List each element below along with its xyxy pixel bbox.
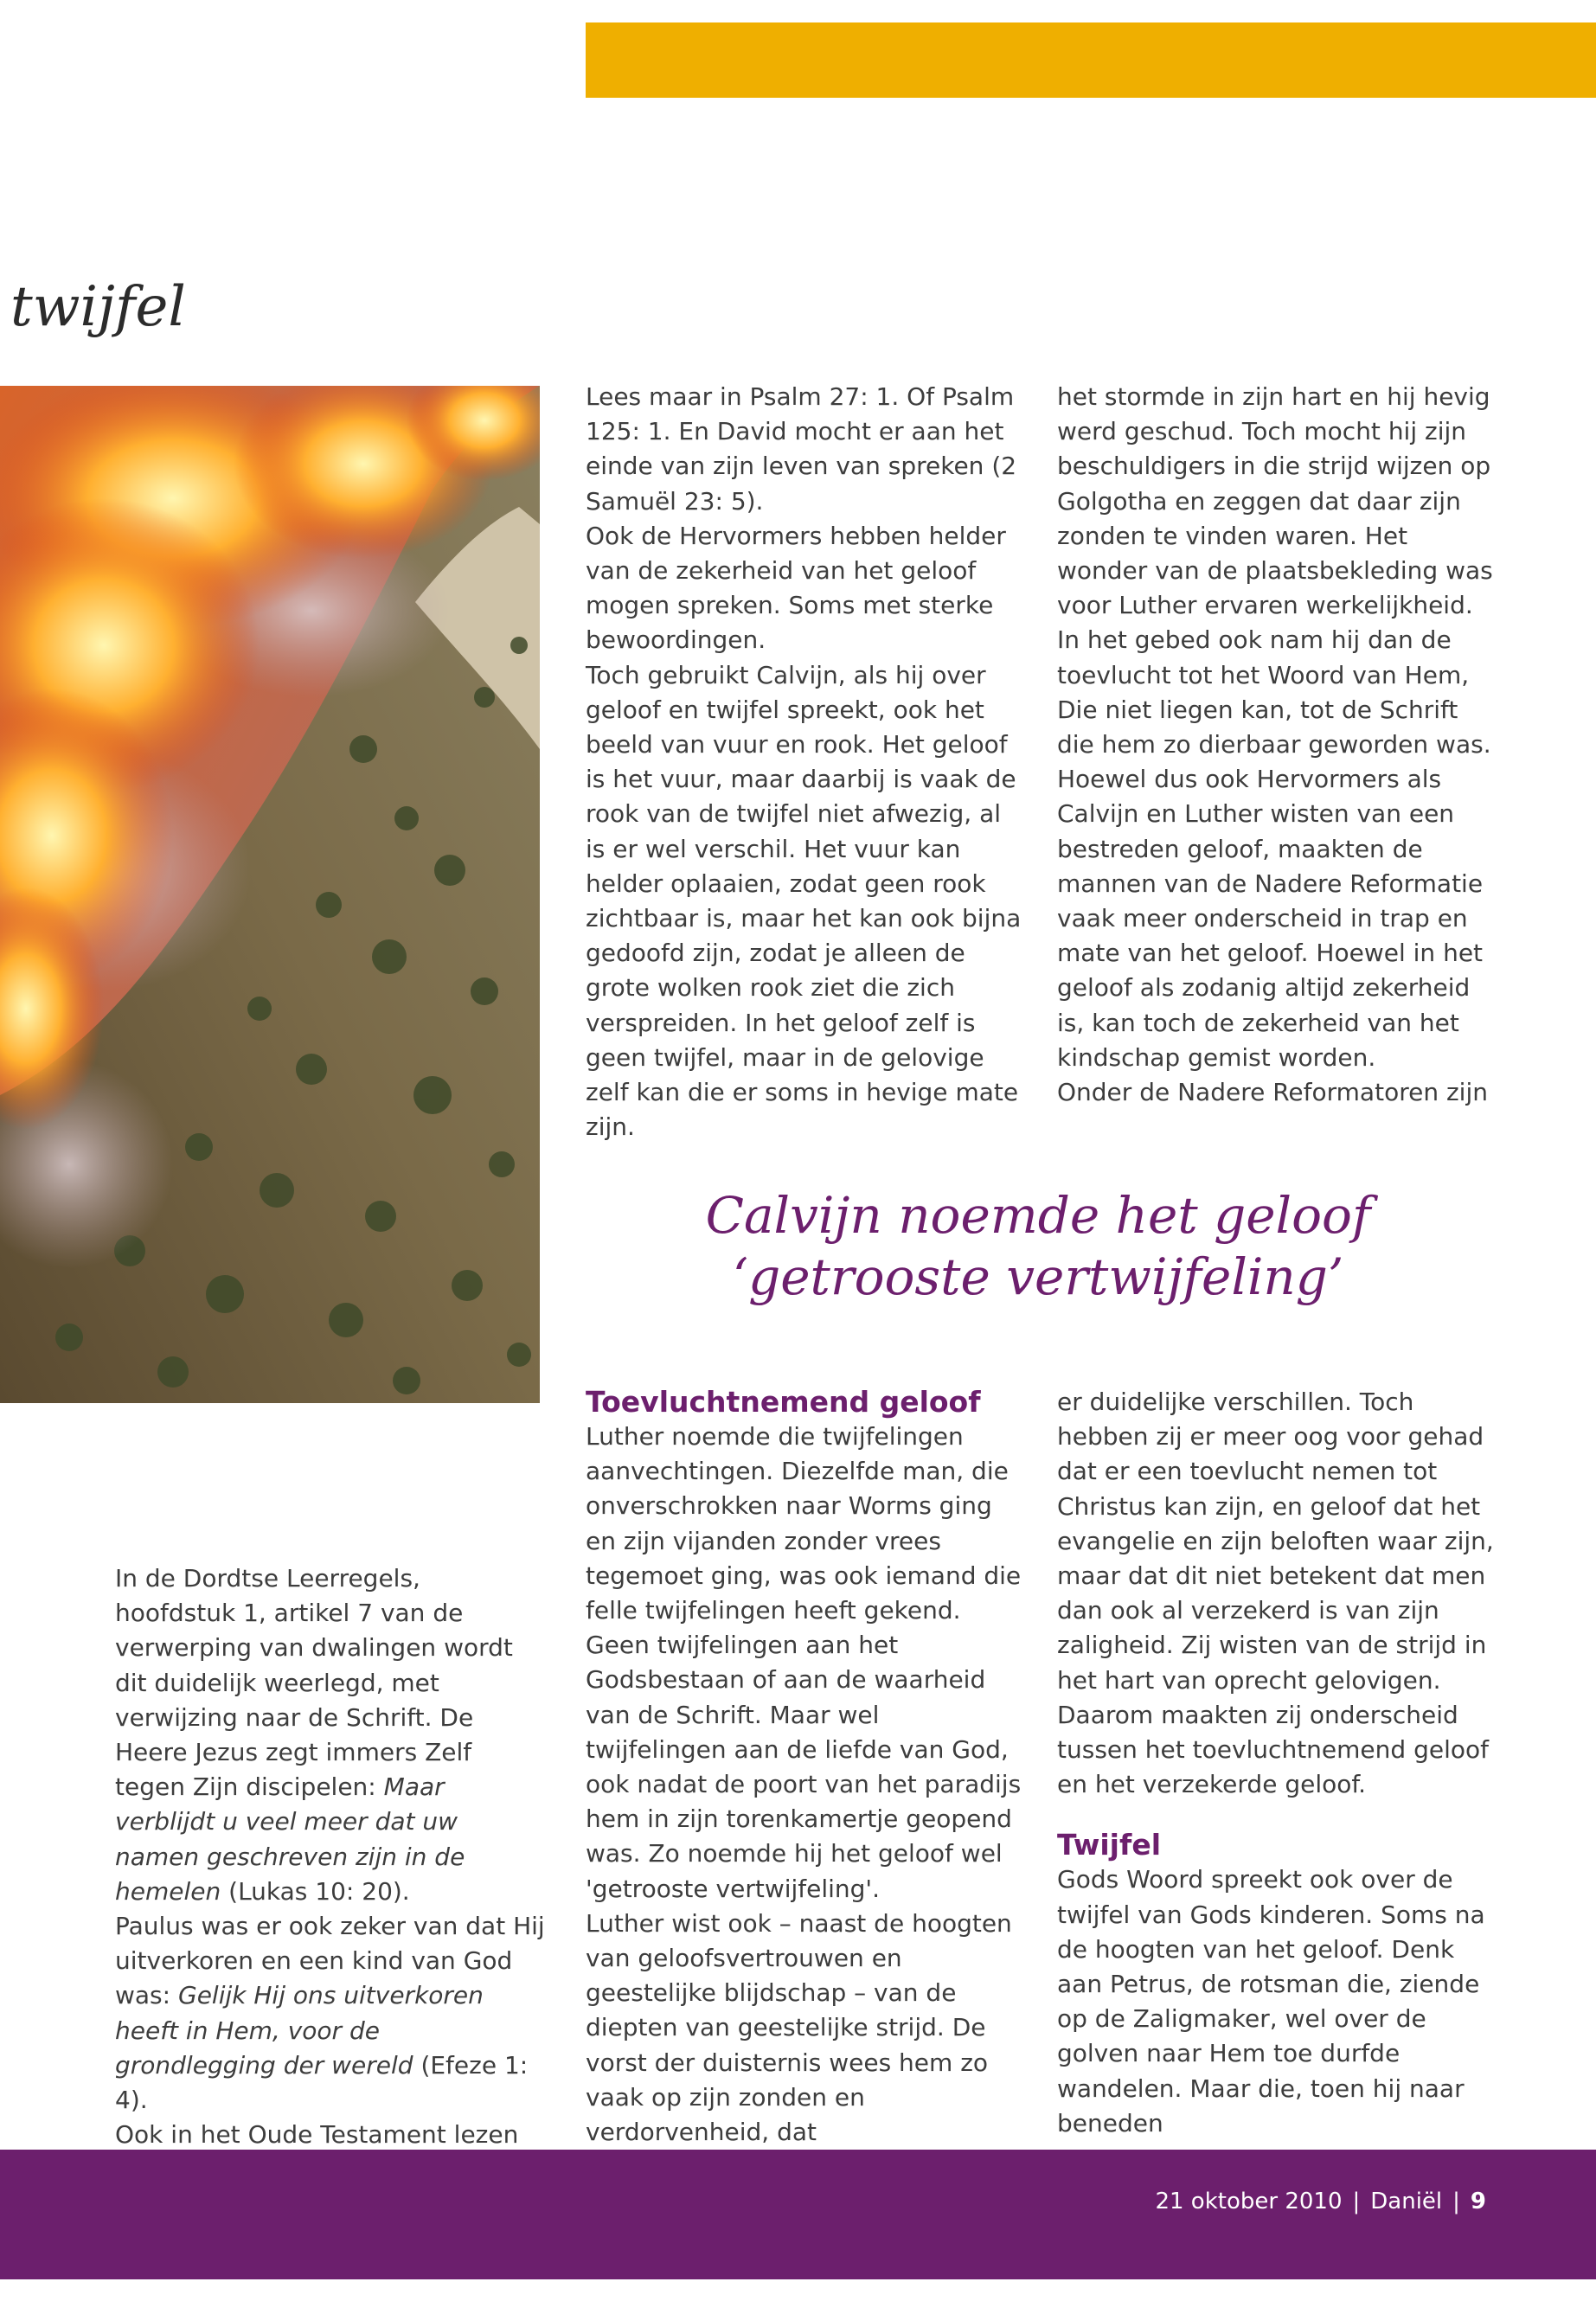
paragraph: Luther noemde die twijfelingen aanvechtingen. Diezelfde man, die onverschrokken naar Worms ging en zijn vijanden zonder vrees tegemoet ging, was ook iemand die felle twijfelingen heeft gekend. (586, 1422, 1022, 1625)
footer-bar (0, 2150, 1596, 2279)
article-column-d (1057, 1385, 1498, 2141)
article-column-c (586, 1385, 1027, 2150)
text: In de Dordtse Leerregels, hoofdstuk 1, artikel 7 van de verwerping van dwalingen wordt dit duidelijk weerlegd, met verwijzing naar de Schrift. De Heere Jezus zegt immers Zelf tegen Zijn discipelen: (115, 1564, 513, 1802)
scripture-quote: Gelijk Hij ons uitverkoren heeft in Hem, voor de grondlegging der wereld (115, 1981, 484, 2080)
paragraph: In het gebed ook nam hij dan de toevlucht tot het Woord van Hem, Die niet liegen kan, tot de Schrift die hem zo dierbaar geworden was. (1057, 625, 1491, 760)
paragraph: het stormde in zijn hart en hij hevig werd geschud. Toch mocht hij zijn beschuldigers in die strijd wijzen op Golgotha en zeggen dat daar zijn zonden te vinden waren. Het wonder van de plaatsbekleding was voor Luther ervaren werkelijkheid. (1057, 382, 1493, 620)
scripture-reference: (Lukas 10: 20). (228, 1876, 410, 1906)
pull-quote-line: Calvijn noemde het geloof (705, 1186, 1371, 1245)
publication-name: Daniël (1370, 2189, 1443, 2214)
article-column-b (1057, 380, 1498, 1110)
top-accent-bar (586, 22, 1596, 98)
text: Paulus was er ook zeker van dat Hij uitverkoren en een kind van God was: (115, 1912, 545, 2010)
page-number: 9 (1470, 2189, 1486, 2214)
subheading-toevluchtnemend-geloof: Toevluchtnemend geloof (586, 1385, 981, 1419)
paragraph: Gods Woord spreekt ook over de twijfel van Gods kinderen. Soms na de hoogten van het geloof. Denk aan Petrus, de rotsman die, ziende op de Zaligmaker, wel over de golven naar Hem toe durfde wandelen. Maar die, toen hij naar beneden (1057, 1865, 1485, 2138)
article-column-a (586, 380, 1027, 1144)
subheading-twijfel: Twijfel (1057, 1828, 1162, 1862)
article-column-e (115, 1561, 548, 2222)
separator: | (1352, 2189, 1361, 2214)
paragraph: Onder de Nadere Reformatoren zijn (1057, 1078, 1488, 1107)
forest-fire-photo (0, 386, 540, 1403)
scripture-reference: (Efeze 1: 4). (115, 2050, 529, 2115)
footer-info (1155, 2189, 1486, 2214)
paragraph: Hoewel dus ook Hervormers als Calvijn en Luther wisten van een bestreden geloof, maakten de mannen van de Nadere Reformatie vaak meer onderscheid in trap en mate van het geloof. Hoewel in het geloof als zodanig altijd zekerheid is, kan toch de zekerheid van het kindschap gemist worden. (1057, 765, 1484, 1072)
separator: | (1452, 2189, 1460, 2214)
paragraph: Geen twijfelingen aan het Godsbestaan of aan de waarheid van de Schrift. Maar wel twijfelingen aan de liefde van God, ook nadat de poort van het paradijs hem in zijn torenkamertje geopend was. Zo noemde hij het geloof wel 'getrooste vertwijfeling'. (586, 1631, 1022, 1903)
paragraph (115, 1561, 548, 1909)
section-title: twijfel (10, 275, 186, 339)
paragraph: er duidelijke verschillen. Toch hebben zij er meer oog voor gehad dat er een toevlucht nemen tot Christus kan zijn, en geloof dat het evangelie en zijn beloften waar zijn, maar dat dit niet betekent dat men dan ook al verzekerd is van zijn zaligheid. Zij wisten van de strijd in het hart van oprecht gelovigen. Daarom maakten zij onderscheid tussen het toevluchtnemend geloof en het verzekerde geloof. (1057, 1388, 1494, 1799)
pull-quote (657, 1185, 1419, 1308)
paragraph: Toch gebruikt Calvijn, als hij over geloof en twijfel spreekt, ook het beeld van vuur en rook. Het geloof is het vuur, maar daarbij is vaak de rook van de twijfel niet afwezig, al is er wel verschil. Het vuur kan helder oplaaien, zodat geen rook zichtbaar is, maar het kan ook bijna gedoofd zijn, zodat je alleen de grote wolken rook ziet die zich verspreiden. In het geloof zelf is geen twijfel, maar in de gelovige zelf kan die er soms in hevige mate zijn. (586, 660, 1022, 1142)
paragraph (115, 1909, 548, 2118)
issue-date: 21 oktober 2010 (1155, 2189, 1343, 2214)
paragraph: Luther wist ook – naast de hoogten van geloofsvertrouwen en geestelijke blijdschap – van de diepten van geestelijke strijd. De vorst der duisternis wees hem zo vaak op zijn zonden en verdorvenheid, dat (586, 1908, 1012, 2147)
paragraph: Ook in het Oude Testament lezen (115, 2120, 519, 2150)
paragraph: Lees maar in Psalm 27: 1. Of Psalm 125: 1. En David mocht er aan het einde van zijn leven van spreken (2 Samuël 23: 5). (586, 382, 1017, 516)
pull-quote-line: ‘getrooste vertwijfeling’ (732, 1247, 1344, 1306)
scripture-quote: Maar verblijdt u veel meer dat uw namen geschreven zijn in de hemelen (115, 1772, 465, 1906)
paragraph: Ook de Hervormers hebben helder van de zekerheid van het geloof mogen spreken. Soms met sterke bewoordingen. (586, 521, 1006, 655)
